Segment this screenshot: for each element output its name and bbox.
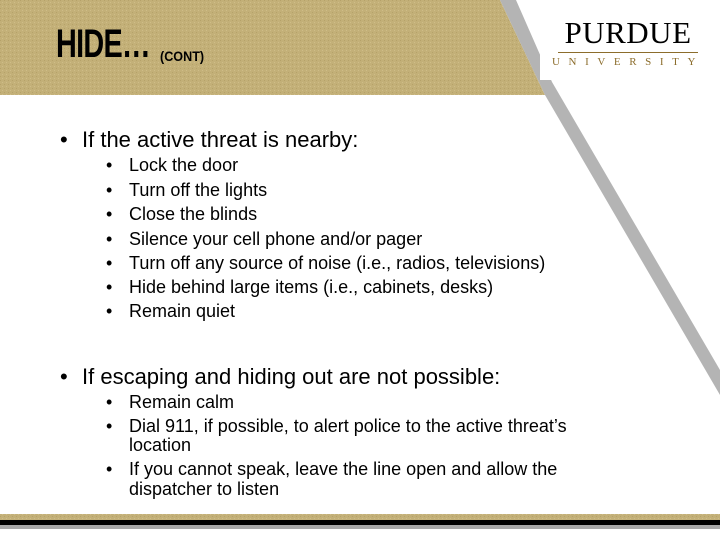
bullet-dot: • bbox=[106, 204, 113, 224]
bullet-dot: • bbox=[106, 392, 113, 412]
bullet-dot: • bbox=[106, 253, 113, 273]
list-item: Turn off any source of noise (i.e., radios, televisions) bbox=[129, 253, 546, 273]
bullet-dot: • bbox=[106, 459, 113, 479]
bullet-dot: • bbox=[106, 180, 113, 200]
bullet-dot: • bbox=[106, 155, 113, 175]
list-item: Lock the door bbox=[129, 155, 239, 175]
list-item: Dial 911, if possible, to alert police to the active threat’s bbox=[129, 416, 567, 436]
list-item-continuation: dispatcher to listen bbox=[129, 479, 280, 499]
section1-heading: If the active threat is nearby: bbox=[82, 127, 359, 152]
list-item: If you cannot speak, leave the line open and allow the bbox=[129, 459, 558, 479]
title-suffix: (CONT) bbox=[160, 48, 205, 64]
bullet-dot: • bbox=[106, 277, 113, 297]
bullet-dot: • bbox=[60, 364, 68, 389]
bullet-dot: • bbox=[106, 301, 113, 321]
list-item: Hide behind large items (i.e., cabinets, desks) bbox=[129, 277, 494, 297]
list-item: Turn off the lights bbox=[129, 180, 268, 200]
bullet-dot: • bbox=[106, 416, 113, 436]
title-main: HIDE… bbox=[56, 22, 151, 66]
list-item: Silence your cell phone and/or pager bbox=[129, 229, 423, 249]
list-item: Remain quiet bbox=[129, 301, 236, 321]
list-item: Remain calm bbox=[129, 392, 235, 412]
bullet-dot: • bbox=[60, 127, 68, 152]
list-item-continuation: location bbox=[129, 435, 192, 455]
logo-university: UNIVERSITY bbox=[552, 56, 704, 68]
bullet-dot: • bbox=[106, 229, 113, 249]
list-item: Close the blinds bbox=[129, 204, 258, 224]
section2-heading: If escaping and hiding out are not possible: bbox=[82, 364, 501, 389]
logo-wordmark: PURDUE bbox=[564, 15, 692, 50]
